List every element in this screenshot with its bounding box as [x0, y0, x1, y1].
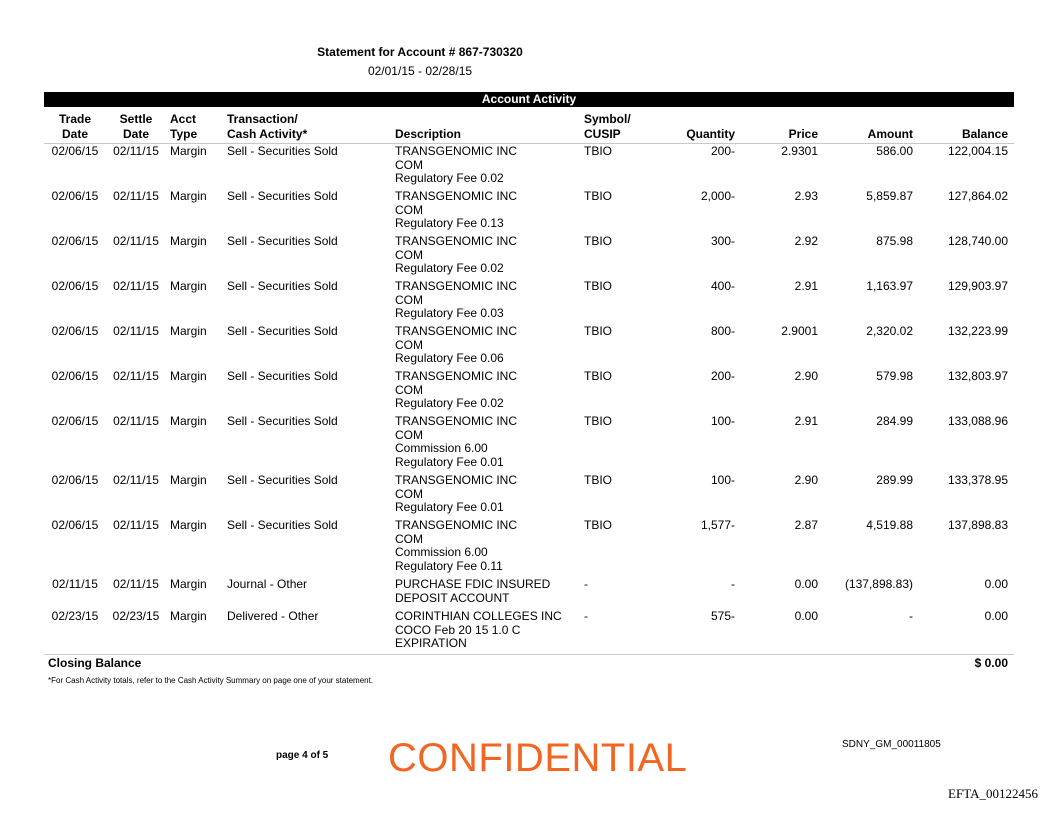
cell-amount: 875.98 — [876, 234, 913, 248]
cell-symbol: TBIO — [584, 369, 613, 383]
col-symbol — [584, 112, 631, 142]
cell-quantity: 200- — [710, 369, 735, 383]
cell-balance: 0.00 — [984, 577, 1008, 591]
cell-description-line: Regulatory Fee 0.02 — [395, 171, 504, 185]
cell-trade-date: 02/23/15 — [51, 609, 99, 623]
cell-quantity: 100- — [710, 473, 735, 487]
cell-transaction: Sell - Securities Sold — [227, 234, 338, 248]
cell-price: 2.93 — [794, 189, 818, 203]
statement-title: Statement for Account # 867-730320 — [317, 45, 523, 59]
cell-transaction: Sell - Securities Sold — [227, 414, 338, 428]
col-trade-date-line2: Date — [61, 127, 88, 141]
col-symbol-line2: CUSIP — [584, 127, 621, 141]
cell-trade-date: 02/06/15 — [51, 324, 99, 338]
cell-price: 2.92 — [794, 234, 818, 248]
cell-symbol: TBIO — [584, 324, 613, 338]
cell-acct-type: Margin — [170, 234, 207, 248]
cell-acct-type: Margin — [170, 473, 207, 487]
cell-trade-date: 02/06/15 — [51, 369, 99, 383]
cell-transaction: Journal - Other — [227, 577, 308, 591]
cell-balance: 133,378.95 — [947, 473, 1008, 487]
cell-description-line: COM — [395, 531, 423, 546]
cell-price: 2.9301 — [781, 144, 818, 158]
cell-balance: 137,898.83 — [947, 518, 1008, 532]
cell-amount: (137,898.83) — [844, 577, 913, 591]
cell-quantity: 800- — [710, 324, 735, 338]
cell-description-line: Commission 6.00 — [395, 441, 488, 455]
cell-description-line: Regulatory Fee 0.01 — [395, 500, 504, 514]
cell-amount: 1,163.97 — [866, 279, 913, 293]
cell-acct-type: Margin — [170, 609, 207, 623]
cell-balance: 132,803.97 — [947, 369, 1008, 383]
cell-amount: 4,519.88 — [866, 518, 913, 532]
cell-transaction: Delivered - Other — [227, 609, 319, 623]
cell-symbol: - — [584, 577, 588, 591]
cell-trade-date: 02/06/15 — [51, 144, 99, 158]
cell-description-line: COM — [395, 157, 423, 172]
cell-symbol: TBIO — [584, 144, 613, 158]
cell-price: 2.90 — [794, 369, 818, 383]
cell-symbol: TBIO — [584, 414, 613, 428]
cell-price: 2.9001 — [781, 324, 818, 338]
cell-description-line: TRANSGENOMIC INC — [395, 518, 518, 532]
cell-balance: 127,864.02 — [947, 189, 1008, 203]
cell-transaction: Sell - Securities Sold — [227, 144, 338, 158]
col-transaction-line1: Transaction/ — [227, 112, 298, 126]
cell-description-line: Regulatory Fee 0.11 — [395, 558, 503, 573]
cell-trade-date: 02/06/15 — [51, 414, 99, 428]
cell-description-line: Regulatory Fee 0.02 — [395, 396, 504, 410]
cell-description-line: CORINTHIAN COLLEGES INC — [395, 609, 562, 623]
cell-balance: 122,004.15 — [947, 144, 1008, 158]
cell-settle-date: 02/11/15 — [113, 144, 159, 158]
cell-settle-date: 02/11/15 — [113, 414, 159, 428]
cell-description-line: Regulatory Fee 0.03 — [395, 306, 504, 320]
cell-trade-date: 02/06/15 — [51, 189, 99, 203]
cell-settle-date: 02/11/15 — [113, 189, 159, 203]
cell-settle-date: 02/11/15 — [113, 234, 159, 248]
page-number: page 4 of 5 — [276, 750, 329, 761]
cell-description-line: Regulatory Fee 0.13 — [395, 216, 504, 230]
cell-description-line: COM — [395, 247, 423, 262]
cell-acct-type: Margin — [170, 189, 207, 203]
cell-trade-date: 02/06/15 — [51, 518, 99, 532]
cell-acct-type: Margin — [170, 324, 207, 338]
cell-description-line: COM — [395, 292, 423, 307]
cell-description-line: Regulatory Fee 0.01 — [395, 454, 504, 469]
cell-description-line: COM — [395, 427, 423, 442]
col-symbol-line1: Symbol/ — [584, 112, 631, 126]
cell-trade-date: 02/06/15 — [51, 234, 99, 248]
cell-symbol: TBIO — [584, 189, 613, 203]
cell-amount: 579.98 — [876, 369, 913, 383]
cell-description-line: TRANSGENOMIC INC — [395, 189, 518, 203]
cell-description-line: COCO Feb 20 15 1.0 C — [395, 622, 521, 637]
cell-amount: 2,320.02 — [866, 324, 913, 338]
closing-balance-value: $ 0.00 — [974, 656, 1008, 670]
cell-balance: 132,223.99 — [947, 324, 1008, 338]
cell-acct-type: Margin — [170, 279, 207, 293]
cell-description-line: TRANSGENOMIC INC — [395, 369, 518, 383]
cell-description-line: PURCHASE FDIC INSURED — [395, 577, 551, 591]
cell-symbol: TBIO — [584, 234, 613, 248]
cell-acct-type: Margin — [170, 414, 207, 428]
cell-transaction: Sell - Securities Sold — [227, 279, 338, 293]
cell-price: 2.87 — [794, 518, 818, 532]
cell-acct-type: Margin — [170, 369, 207, 383]
cell-price: 0.00 — [794, 577, 818, 591]
cell-description-line: TRANSGENOMIC INC — [395, 473, 518, 487]
cell-description-line: Regulatory Fee 0.02 — [395, 261, 504, 275]
cell-symbol: TBIO — [584, 518, 613, 532]
cell-symbol: - — [584, 609, 588, 623]
cell-acct-type: Margin — [170, 144, 207, 158]
cell-acct-type: Margin — [170, 518, 207, 532]
cell-acct-type: Margin — [170, 577, 207, 591]
cell-amount: 586.00 — [876, 144, 913, 158]
cell-trade-date: 02/06/15 — [51, 473, 99, 487]
cell-amount: 284.99 — [876, 414, 913, 428]
cell-quantity: 300- — [710, 234, 735, 248]
cell-settle-date: 02/11/15 — [113, 324, 159, 338]
cell-symbol: TBIO — [584, 279, 613, 293]
col-settle-date-line1: Settle — [119, 112, 153, 126]
cell-quantity: 2,000- — [700, 189, 735, 203]
col-trade-date-line1: Trade — [58, 112, 91, 126]
cell-quantity: 100- — [710, 414, 735, 428]
account-activity-bar: Account Activity — [44, 92, 1014, 107]
col-acct-type-line1: Acct — [170, 112, 197, 126]
col-quantity: Quantity — [686, 127, 735, 141]
cell-transaction: Sell - Securities Sold — [227, 189, 338, 203]
cell-settle-date: 02/11/15 — [113, 577, 159, 591]
cell-description-line: COM — [395, 486, 423, 501]
confidential-stamp: CONFIDENTIAL — [388, 736, 688, 780]
cell-transaction: Sell - Securities Sold — [227, 369, 338, 383]
col-transaction-line2: Cash Activity* — [227, 127, 308, 141]
cell-description-line: Commission 6.00 — [395, 545, 488, 559]
cell-quantity: 1,577- — [700, 518, 735, 532]
cell-trade-date: 02/11/15 — [52, 577, 98, 591]
cell-quantity: - — [731, 577, 735, 591]
col-price: Price — [788, 127, 818, 141]
cell-description-line: TRANSGENOMIC INC — [395, 414, 518, 428]
cell-description-line: TRANSGENOMIC INC — [395, 234, 518, 248]
cell-quantity: 200- — [710, 144, 735, 158]
cell-settle-date: 02/23/15 — [112, 609, 160, 623]
cell-balance: 129,903.97 — [947, 279, 1008, 293]
cell-description-line: COM — [395, 202, 423, 217]
cell-trade-date: 02/06/15 — [51, 279, 99, 293]
col-trade-date — [48, 112, 102, 142]
cell-description-line: TRANSGENOMIC INC — [395, 144, 518, 158]
col-transaction — [227, 112, 307, 142]
cell-settle-date: 02/11/15 — [113, 518, 159, 532]
cell-transaction: Sell - Securities Sold — [227, 473, 338, 487]
cell-balance: 128,740.00 — [947, 234, 1008, 248]
cell-balance: 133,088.96 — [947, 414, 1008, 428]
cell-symbol: TBIO — [584, 473, 613, 487]
cell-price: 2.90 — [794, 473, 818, 487]
cell-price: 0.00 — [794, 609, 818, 623]
col-acct-type — [170, 112, 197, 142]
cell-settle-date: 02/11/15 — [113, 369, 159, 383]
cell-balance: 0.00 — [984, 609, 1008, 623]
cell-description-line: TRANSGENOMIC INC — [395, 324, 518, 338]
bates-number: SDNY_GM_00011805 — [842, 739, 941, 750]
bottom-rule — [44, 654, 1014, 655]
cell-price: 2.91 — [794, 279, 818, 293]
cell-settle-date: 02/11/15 — [113, 279, 159, 293]
cell-description-line: COM — [395, 337, 423, 352]
col-balance: Balance — [961, 127, 1008, 141]
cell-settle-date: 02/11/15 — [113, 473, 159, 487]
col-settle-date — [110, 112, 162, 142]
cell-description-line: EXPIRATION — [395, 636, 467, 650]
closing-balance-label: Closing Balance — [48, 656, 142, 670]
statement-date-range: 02/01/15 - 02/28/15 — [367, 64, 473, 78]
cell-description-line: COM — [395, 382, 423, 397]
cell-amount: 5,859.87 — [866, 189, 913, 203]
cell-description-line: Regulatory Fee 0.06 — [395, 351, 504, 365]
cell-transaction: Sell - Securities Sold — [227, 324, 338, 338]
cell-amount: 289.99 — [876, 473, 913, 487]
cell-transaction: Sell - Securities Sold — [227, 518, 338, 532]
cell-quantity: 575- — [710, 609, 735, 623]
cell-description-line: DEPOSIT ACCOUNT — [395, 590, 510, 605]
cell-amount: - — [909, 609, 913, 623]
cash-activity-footnote: *For Cash Activity totals, refer to the Cash Activity Summary on page one of your statement. — [48, 676, 374, 685]
efta-number: EFTA_00122456 — [948, 786, 1038, 801]
col-acct-type-line2: Type — [170, 127, 198, 141]
col-amount: Amount — [867, 127, 913, 141]
col-description: Description — [395, 127, 462, 141]
cell-quantity: 400- — [710, 279, 735, 293]
cell-description-line: TRANSGENOMIC INC — [395, 279, 518, 293]
col-settle-date-line2: Date — [122, 127, 149, 141]
cell-price: 2.91 — [794, 414, 818, 428]
